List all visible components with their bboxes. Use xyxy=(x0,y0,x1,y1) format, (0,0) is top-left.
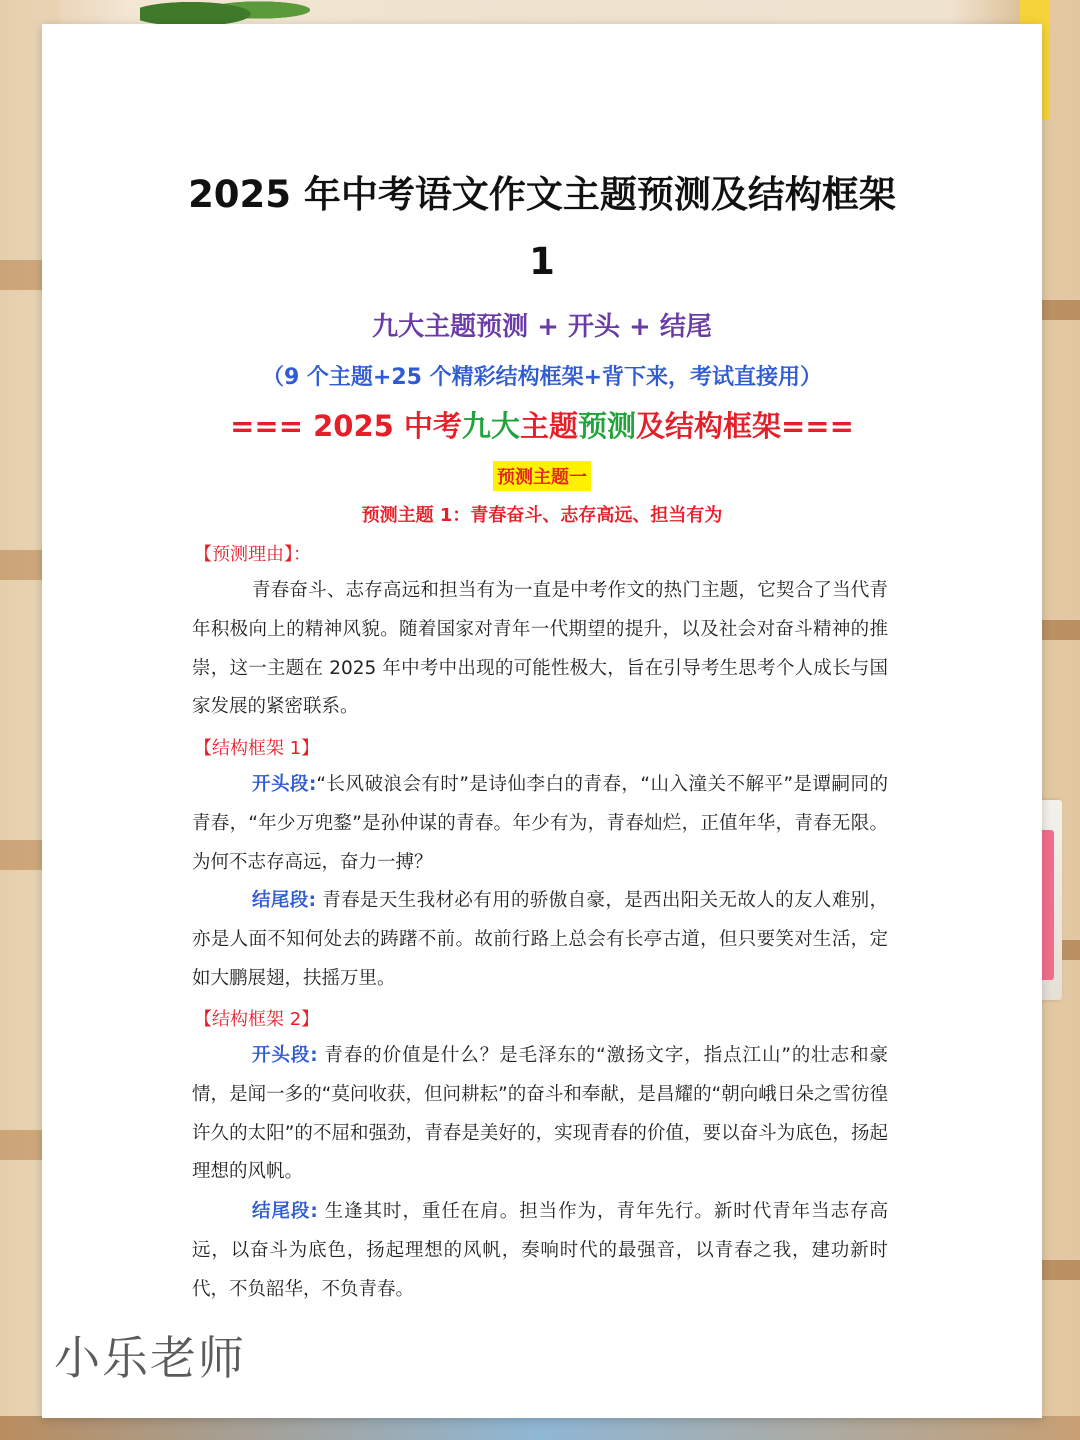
page-title: 2025 年中考语文作文主题预测及结构框架 xyxy=(188,173,896,216)
framework1-opening: 开头段:“长风破浪会有时”是诗仙李白的青春，“山入潼关不解平”是谭嗣同的青春，“年少万兜鍪”是孙仲谋的青春。年少有为，青春灿烂，正值年华，青春无限。为何不志存高远，奋力一搏？ xyxy=(192,774,889,873)
subtitle-themes: 九大主题预测 + 开头 + 结尾 xyxy=(372,312,712,342)
page-title-number: 1 xyxy=(529,240,555,283)
reason-paragraph: 青春奋斗、志存高远和担当有为一直是中考作文的热门主题，它契合了当代青年积极向上的精神风貌。随着国家对青年一代期望的提升，以及社会对奋斗精神的推崇，这一主题在 2025 年中考中出现的可能性极大，旨在引导考生思考个人成长与国家发展的紧密联系。 xyxy=(192,580,888,718)
reason-label: 【预测理由】： xyxy=(194,544,311,565)
desk-edge xyxy=(0,1416,1080,1440)
framework2-label: 【结构框架 2】 xyxy=(194,1009,320,1030)
framework1-ending: 结尾段: 青春是天生我材必有用的骄傲自豪，是西出阳关无故人的友人难别，亦是人面不知何处去的踌躇不前。故前行路上总会有长亭古道，但只要笑对生活，定如大鹏展翅，扶摇万里。 xyxy=(192,890,888,989)
topic-heading: 预测主题 1：青春奋斗、志存高远、担当有为 xyxy=(361,505,723,526)
framework1-label: 【结构框架 1】 xyxy=(194,738,320,759)
topic-badge: 预测主题一 xyxy=(493,461,591,491)
document-page xyxy=(42,24,1042,1418)
framework2-ending: 结尾段: 生逢其时，重任在肩。担当作为，青年先行。新时代青年当志存高远，以奋斗为底色，扬起理想的风帆，奏响时代的最强音，以青春之我，建功新时代，不负韶华，不负青春。 xyxy=(192,1201,888,1300)
author-watermark: 小乐老师 xyxy=(54,1331,246,1385)
section-banner: === 2025 中考九大主题预测及结构框架=== xyxy=(230,409,854,443)
framework2-opening: 开头段: 青春的价值是什么？是毛泽东的“激扬文字，指点江山”的壮志和豪情，是闻一多的“莫问收获，但问耕耘”的奋斗和奉献，是昌耀的“朝向峨日朵之雪彷徨许久的太阳”的不屈和强劲，青春是美好的，实现青春的价值，要以奋斗为底色，扬起理想的风帆。 xyxy=(192,1045,888,1183)
subtitle-note: （9 个主题+25 个精彩结构框架+背下来，考试直接用） xyxy=(261,365,823,390)
